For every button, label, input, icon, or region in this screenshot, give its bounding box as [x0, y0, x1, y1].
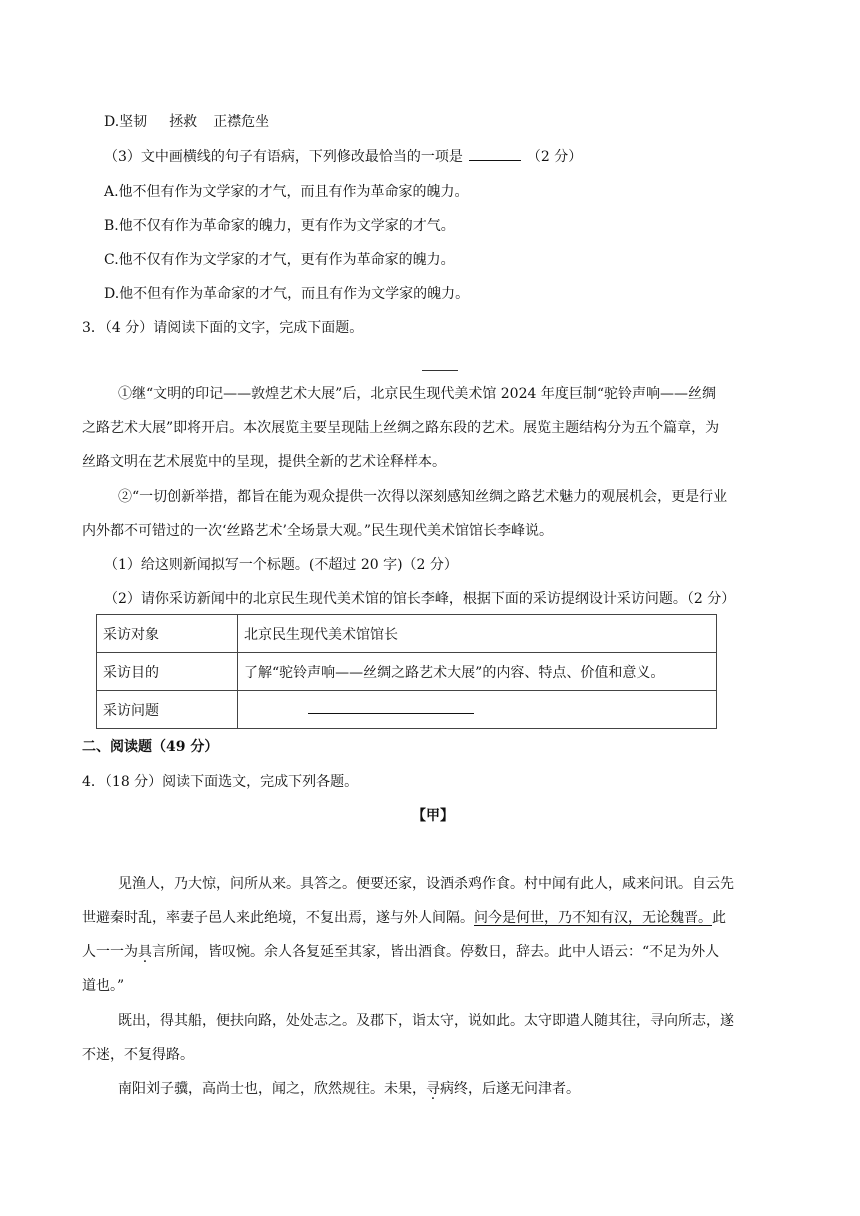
table-row — [97, 691, 717, 729]
q2-3-option-c: C.他不仅有作为文学家的才气，更有作为革命家的魄力。 — [104, 252, 455, 268]
passage-p2-line2: 不迷，不复得路。 — [82, 1047, 194, 1063]
passage-label-jia: 【甲】 — [412, 808, 454, 824]
interview-question-answer-cell[interactable] — [238, 691, 717, 729]
passage-text: 言所闻，皆叹惋。余人各复延至其家，皆出酒食。停数日，辞去。此中人语云：“不足为外人 — [152, 944, 720, 960]
q3-heading: 3．（4 分）请阅读下面的文字，完成下面题。 — [82, 320, 364, 336]
passage-p3-line1 — [118, 1079, 580, 1099]
passage-p2-line1: 既出，得其船，便扶向路，处处志之。及郡下，诣太守，说如此。太守即遣人随其往，寻向所志，遂 — [118, 1013, 734, 1029]
passage-text: 病终，后遂无问津者。 — [440, 1081, 580, 1097]
option-d-word-3: 正襟危坐 — [213, 114, 270, 130]
q2-3-stem-text: （3）文中画横线的句子有语病，下列修改最恰当的一项是 — [104, 149, 463, 165]
q4-heading: 4．（18 分）阅读下面选文，完成下列各题。 — [82, 774, 359, 790]
passage-text: 世避秦时乱，率妻子邑人来此绝境，不复出焉，遂与外人间隔。 — [82, 910, 474, 926]
passage-text: 人一一为 — [82, 944, 138, 960]
q3-para1-line1: ①继“文明的印记——敦煌艺术大展”后，北京民生现代美术馆 2024 年度巨制“驼铃声响——丝绸 — [118, 386, 716, 402]
q2-3-option-a: A.他不但有作为文学家的才气，而且有作为革命家的魄力。 — [104, 184, 469, 200]
passage-p1-line2 — [82, 908, 726, 928]
dotted-word-ju: 具 — [138, 944, 152, 960]
passage-p1-line4: 道也。” — [82, 978, 125, 994]
answer-blank[interactable] — [308, 701, 474, 714]
q3-para1-line2: 之路艺术大展”即将开启。本次展览主要呈现陆上丝绸之路东段的艺术。展览主题结构分为五个篇章，为 — [82, 420, 720, 436]
table-key: 采访问题 — [97, 691, 238, 729]
q3-para2-line2: 内外都不可错过的一次‘丝路艺术’全场景大观。”民生现代美术馆馆长李峰说。 — [82, 523, 554, 539]
q2-3-option-b: B.他不仅有作为革命家的魄力，更有作为文学家的才气。 — [104, 218, 455, 234]
table-value: 了解“驼铃声响——丝绸之路艺术大展”的内容、特点、价值和意义。 — [238, 653, 717, 691]
passage-text: 此 — [712, 910, 726, 926]
title-blank-rule — [422, 370, 458, 371]
q2-3-stem — [104, 147, 582, 167]
section-2-title: 二、阅读题（49 分） — [82, 739, 219, 755]
dotted-word-xun: 寻 — [426, 1081, 440, 1097]
table-key: 采访目的 — [97, 653, 238, 691]
table-value: 北京民生现代美术馆馆长 — [238, 615, 717, 653]
passage-text: 南阳刘子骥，高尚士也，闻之，欣然规往。未果， — [118, 1081, 426, 1097]
q2-option-d-prev — [104, 112, 269, 132]
interview-outline-table — [96, 614, 717, 729]
passage-p1-line3 — [82, 942, 719, 962]
underlined-sentence: 问今是何世，乃不知有汉，无论魏晋。 — [474, 910, 712, 926]
table-row — [97, 615, 717, 653]
passage-p1-line1: 见渔人，乃大惊，问所从来。具答之。便要还家，设酒杀鸡作食。村中闻有此人，咸来问讯。自云先 — [118, 876, 734, 892]
option-d-word-1: D.坚韧 — [104, 114, 148, 130]
q2-3-score: （2 分） — [526, 149, 583, 165]
q3-sub2: （2）请你采访新闻中的北京民生现代美术馆的馆长李峰，根据下面的采访提纲设计采访问题。（2 分） — [104, 591, 736, 607]
q3-sub1: （1）给这则新闻拟写一个标题。(不超过 20 字)（2 分） — [104, 557, 458, 573]
q3-para1-line3: 丝路文明在艺术展览中的呈现，提供全新的艺术诠释样本。 — [82, 454, 446, 470]
table-key: 采访对象 — [97, 615, 238, 653]
option-d-word-2: 拯救 — [169, 114, 198, 130]
table-row — [97, 653, 717, 691]
q2-3-option-d: D.他不但有作为革命家的才气，而且有作为文学家的魄力。 — [104, 286, 470, 302]
answer-blank[interactable] — [469, 147, 521, 161]
q3-para2-line1: ②“一切创新举措，都旨在能为观众提供一次得以深刻感知丝绸之路艺术魅力的观展机会，更是行业 — [118, 489, 728, 505]
